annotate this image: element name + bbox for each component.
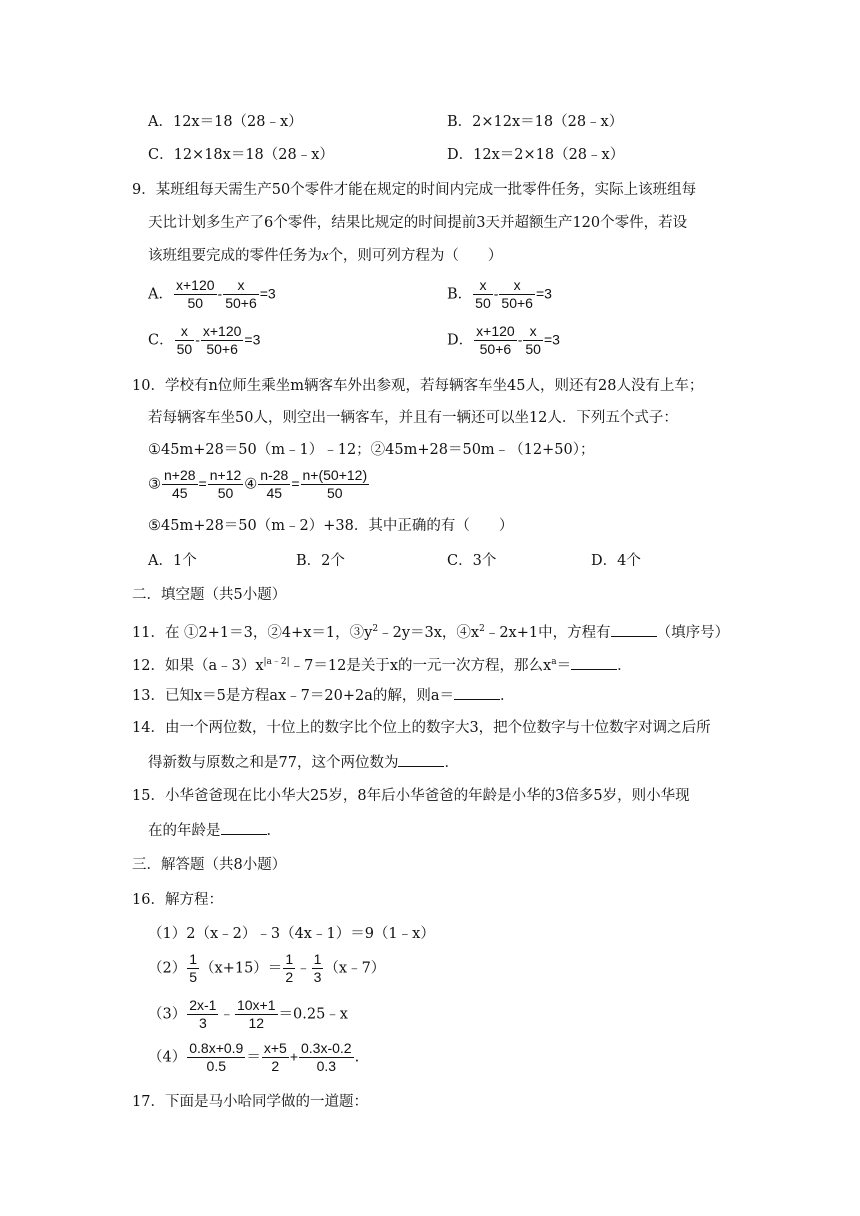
q15-line-1: 15．小华爸爸现在比小华大25岁，8年后小华爸爸的年龄是小华的3倍多5岁，则小华现 [132,788,690,804]
q14-line-2: 得新数与原数之和是77，这个两位数为 ． [148,752,459,773]
q10-option-b: B．2个 [296,553,345,569]
q16-part-1: （1）2（x﹣2）﹣3（4x﹣1）＝9（1﹣x） [148,926,435,942]
fraction: $\frac{n+12}{50}$ [209,467,242,501]
fraction: $\frac{x+120}{50+6}$ [476,323,515,357]
q8-option-d: D．12x＝2×18（28﹣x） [447,147,625,163]
answer-blank [221,820,267,835]
fraction: $\frac{n+28}{45}$ [164,467,196,501]
q9-line-2: 天比计划多生产了6个零件，结果比规定的时间提前3天并超额生产120个零件，若设 [148,215,688,231]
answer-blank [571,655,617,670]
fraction: $\frac{2x-1}{3}$ [189,997,217,1031]
q10-option-c: C．3个 [447,553,497,569]
fraction: $\frac{1}{3}$ [313,951,322,985]
fraction: $\frac{n+(50+12)}{50}$ [302,467,368,501]
fraction: $\frac{1}{2}$ [285,951,294,985]
fraction: $\frac{x+120}{50}$ [175,277,215,311]
fraction: $\frac{x}{50}$ [176,323,193,357]
q9-option-a: A． $\frac{x+120}{50}$ - $\frac{x}{50+6}$ =3 [148,277,276,311]
section-heading-solve: 三．解答题（共8小题） [132,857,287,873]
q16-part-3: （3） $\frac{2x-1}{3}$ ﹣ $\frac{10x+1}{12}$ ＝0.25﹣x [148,997,348,1031]
q10-line-1: 10．学校有n位师生乘坐m辆客车外出参观，若每辆客车坐45人，则还有28人没有上车； [132,378,704,394]
q13: 13．已知x＝5是方程ax﹣7＝20+2a的解，则a＝ ． [132,685,515,706]
q10-line-2: 若每辆客车坐50人，则空出一辆客车，并且有一辆还可以坐12人．下列五个式子： [148,410,678,426]
q10-expr-3-4: ③ $\frac{n+28}{45}$ = $\frac{n+12}{50}$ ④ $\frac{n-28}{45}$ = $\frac{n+(50+12)}{50}$ [148,467,368,501]
fraction: $\frac{n-28}{45}$ [260,467,289,501]
fraction: $\frac{x}{50+6}$ [501,277,533,311]
q16-title: 16．解方程： [132,892,223,908]
q10-option-d: D．4个 [591,553,641,569]
q9-line-3: 该班组要完成的零件任务为x个，则可列方程为（ ） [148,248,503,264]
q10-expr-5: ⑤45m+28＝50（m﹣2）+38．其中正确的有（ ） [148,518,514,534]
q17-title: 17．下面是马小哈同学做的一道题： [132,1094,368,1110]
answer-blank [398,752,444,767]
q9-line-1: 9．某班组每天需生产50个零件才能在规定的时间内完成一批零件任务，实际上该班组每 [132,182,697,198]
fraction: $\frac{0.3x-0.2}{0.3}$ [301,1040,352,1074]
fraction: $\frac{x+120}{50+6}$ [202,323,242,357]
q10-option-a: A．1个 [148,553,197,569]
q8-option-a: A．12x＝18（28﹣x） [148,114,303,130]
q12: 12．如果$(a﹣3)x^{|a﹣2|}﹣7=12$是关于x的一元一次方程，那么$x^a=$ ． [132,652,632,676]
fraction: $\frac{x+5}{2}$ [263,1040,287,1074]
fraction: $\frac{x}{50+6}$ [225,277,257,311]
q16-part-4: （4） $\frac{0.8x+0.9}{0.5}$ ＝ $\frac{x+5}{2}$ + $\frac{0.3x-0.2}{0.3}$ . [148,1040,360,1074]
q8-option-b: B．2×12x＝18（28﹣x） [447,114,624,130]
fraction: $\frac{10x+1}{12}$ [236,997,276,1031]
q9-option-b: B． $\frac{x}{50}$ - $\frac{x}{50+6}$ =3 [447,277,552,311]
q9-option-d: D． $\frac{x+120}{50+6}$ - $\frac{x}{50}$ =3 [447,323,560,357]
answer-blank [454,685,500,700]
fraction: $\frac{x}{50}$ [525,323,541,357]
q14-line-1: 14．由一个两位数，十位上的数字比个位上的数字大3，把个位数字与十位数字对调之后所 [132,720,711,736]
section-heading-fill-in: 二．填空题（共5小题） [132,587,287,603]
fraction: $\frac{0.8x+0.9}{0.5}$ [189,1040,244,1074]
q8-option-c: C．12×18x＝18（28﹣x） [148,147,334,163]
answer-blank [611,622,657,637]
q9-option-c: C． $\frac{x}{50}$ - $\frac{x+120}{50+6}$ =3 [148,323,261,357]
q10-expr-1-2: ①45m+28＝50（m﹣1）﹣12；②45m+28＝50m﹣（12+50）； [148,442,595,458]
fraction: $\frac{1}{5}$ [189,951,198,985]
fraction: $\frac{x}{50}$ [475,277,491,311]
q16-part-2: （2） $\frac{1}{5}$ （x+15）＝ $\frac{1}{2}$ ﹣ $\frac{1}{3}$ （x﹣7） [148,951,386,985]
q15-line-2: 在的年龄是 ． [148,820,281,841]
q11: 11．在 ①2+1＝3，②4+x＝1，$③y^2﹣2y=3x$，$④x^2﹣2x+1$中，方程有 （填序号） [132,619,729,643]
